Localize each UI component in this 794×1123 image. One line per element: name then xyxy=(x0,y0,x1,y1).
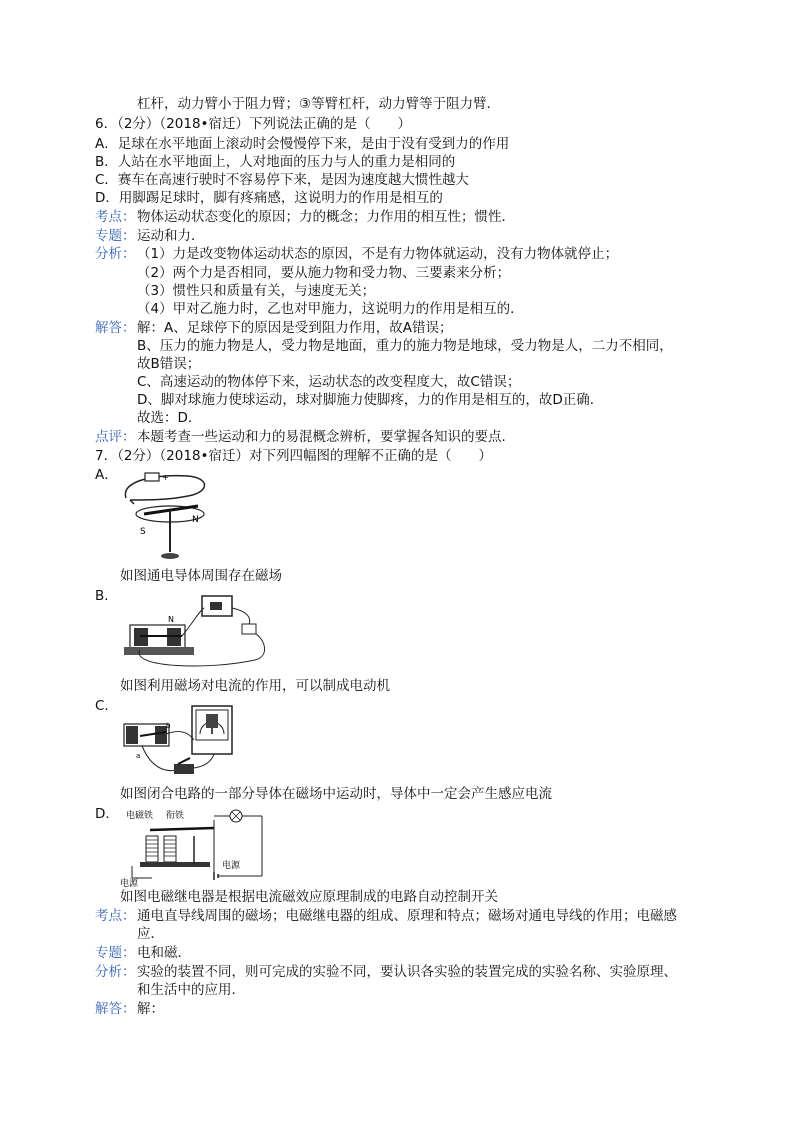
q7-fenxi-text-1: 实验的装置不同，则可完成的实验不同，要认识各实验的装置完成的实验名称、实验原理、 xyxy=(137,964,677,980)
q7-kaodian-label: 考点： xyxy=(95,908,136,924)
figure-d-label-dianyuan-left: 电源 xyxy=(120,879,139,888)
q7-option-b-text: 如图利用磁场对电流的作用，可以制成电动机 xyxy=(120,678,390,694)
figure-d-label-xiantie: 衔铁 xyxy=(166,811,185,821)
figure-a-label-plus: + xyxy=(162,473,169,482)
q6-jieda-3: 故B错误； xyxy=(137,356,201,372)
q6-fenxi-1: （1）力是改变物体运动状态的原因，不是有力物体就运动，没有力物体就停止； xyxy=(137,246,619,262)
q6-zhuanti-label: 专题： xyxy=(95,228,136,244)
q6-kaodian-label: 考点： xyxy=(95,209,136,225)
q6-option-c: C．赛车在高速行驶时不容易停下来，是因为速度越大惯性越大 xyxy=(95,172,469,188)
q6-fenxi-3: （3）惯性只和质量有关，与速度无关； xyxy=(137,283,376,299)
figure-b-motor-principle xyxy=(120,590,275,670)
q7-option-d-letter: D． xyxy=(95,806,119,822)
q7-jieda-label: 解答： xyxy=(95,1001,136,1017)
q6-fenxi-label: 分析： xyxy=(95,246,136,262)
q7-option-d-text: 如图电磁继电器是根据电流磁效应原理制成的电路自动控制开关 xyxy=(120,889,498,905)
q6-jieda-2: B、压力的施力物是人，受力物是地面，重力的施力物是地球，受力物是人，二力不相同， xyxy=(137,338,673,354)
q6-jieda-5: D、脚对球施力使球运动，球对脚施力使脚疼，力的作用是相互的，故D正确． xyxy=(137,392,604,408)
figure-a-current-conductor xyxy=(118,470,213,565)
q6-option-a: A．足球在水平地面上滚动时会慢慢停下来，是由于没有受到力的作用 xyxy=(95,136,510,152)
figure-c-induction xyxy=(122,700,237,785)
q7-zhuanti-text: 电和磁． xyxy=(137,945,191,961)
q6-jieda-1: 解：A、足球停下的原因是受到阻力作用，故A错误； xyxy=(137,320,453,336)
q7-option-a-letter: A． xyxy=(95,467,118,483)
figure-d-label-dianyuan-right: 电源 xyxy=(222,861,241,871)
q7-option-b-letter: B． xyxy=(95,588,118,604)
q6-kaodian-text: 物体运动状态变化的原因；力的概念；力作用的相互性；惯性． xyxy=(137,209,515,225)
figure-c-label-b: b xyxy=(166,722,171,730)
q7-option-c-text: 如图闭合电路的一部分导体在磁场中运动时，导体中一定会产生感应电流 xyxy=(120,786,552,802)
q6-fenxi-4: （4）甲对乙施力时，乙也对甲施力，这说明力的作用是相互的． xyxy=(137,301,524,317)
q7-kaodian-text-1: 通电直导线周围的磁场；电磁继电器的组成、原理和特点；磁场对通电导线的作用；电磁感 xyxy=(137,908,677,924)
q6-stem: 6．（2分）（2018•宿迁）下列说法正确的是（ ） xyxy=(95,116,411,132)
q5-tail-line: 杠杆，动力臂小于阻力臂；③等臂杠杆，动力臂等于阻力臂． xyxy=(137,96,501,112)
q7-option-c-letter: C． xyxy=(95,698,118,714)
q6-jieda-4: C、高速运动的物体停下来，运动状态的改变程度大，故C错误； xyxy=(137,374,521,390)
q7-fenxi-text-2: 和生活中的应用． xyxy=(137,982,245,998)
q6-jieda-label: 解答： xyxy=(95,320,136,336)
figure-d-relay xyxy=(118,806,268,888)
q7-fenxi-label: 分析： xyxy=(95,964,136,980)
q6-dianping-text: 本题考查一些运动和力的易混概念辨析，要掌握各知识的要点． xyxy=(137,429,515,445)
q6-option-b: B．人站在水平地面上，人对地面的压力与人的重力是相同的 xyxy=(95,154,456,170)
figure-a-label-s: S xyxy=(140,527,146,537)
q6-option-d: D．用脚踢足球时，脚有疼痛感，这说明力的作用是相互的 xyxy=(95,190,443,206)
q6-jieda-6: 故选：D． xyxy=(137,410,202,426)
q6-zhuanti-text: 运动和力． xyxy=(137,228,205,244)
q7-jieda-text: 解： xyxy=(137,1001,164,1017)
figure-c-label-a: a xyxy=(136,752,141,760)
q7-option-a-text: 如图通电导体周围存在磁场 xyxy=(120,568,282,584)
figure-d-label-dianciti: 电磁铁 xyxy=(126,811,154,821)
q6-fenxi-2: （2）两个力是否相同，要从施力物和受力物、三要素来分析； xyxy=(137,265,511,281)
q7-kaodian-text-2: 应． xyxy=(137,926,164,942)
figure-a-label-n: N xyxy=(192,515,199,525)
figure-b-label-n: N xyxy=(168,615,174,624)
q7-zhuanti-label: 专题： xyxy=(95,945,136,961)
q6-dianping-label: 点评： xyxy=(95,429,136,445)
q7-stem: 7．（2分）（2018•宿迁）对下列四幅图的理解不正确的是（ ） xyxy=(95,448,492,464)
